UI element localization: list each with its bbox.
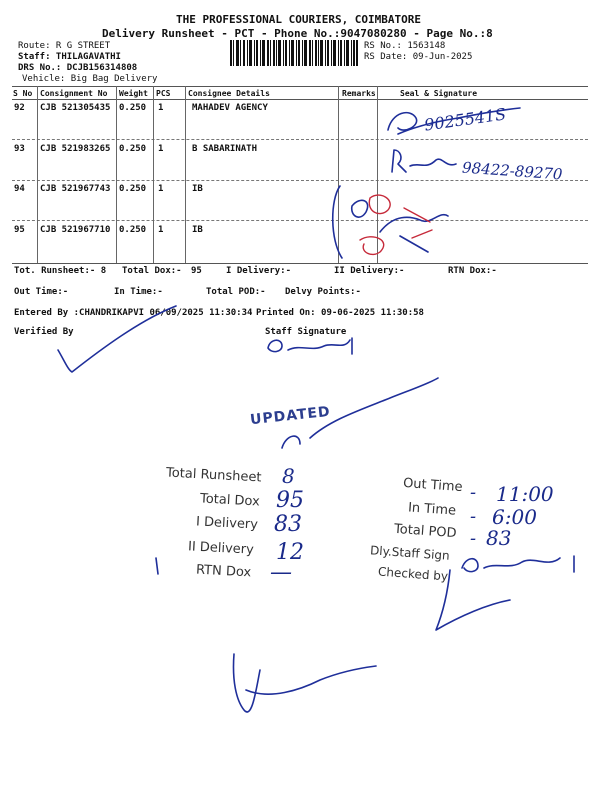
col-sno: S No <box>13 89 33 98</box>
rtn-dox-label: RTN Dox:- <box>448 266 497 276</box>
printed-on: Printed On: 09-06-2025 11:30:58 <box>256 308 424 318</box>
row-94-pcs: 1 <box>158 184 164 194</box>
staff-signature <box>268 338 352 354</box>
red-scribble-c <box>404 208 432 238</box>
row-92-weight: 0.250 <box>119 103 147 113</box>
stamp-total-runsheet-label: Total Runsheet <box>165 465 262 486</box>
stamp-total-dox-label: Total Dox <box>199 491 261 510</box>
row-93-consignee: B SABARINATH <box>192 144 258 154</box>
drs-number: DRS No.: DCJB156314808 <box>18 63 138 73</box>
route-label: Route: R G STREET <box>18 41 111 51</box>
col-seal-signature: Seal & Signature <box>400 89 478 98</box>
row-95-pcs: 1 <box>158 225 164 235</box>
small-pen-mark <box>156 558 158 574</box>
staff-label: Staff: THILAGAVATHI <box>18 52 121 62</box>
row-93-sno: 93 <box>14 144 25 154</box>
hw-dash: - <box>470 482 477 503</box>
row-92-consignee: MAHADEV AGENCY <box>192 103 268 113</box>
stamp-total-pod-label: Total POD <box>393 521 458 542</box>
stamp-out-time-label: Out Time <box>402 475 463 496</box>
total-dox-value: 95 <box>191 266 202 276</box>
col-consignment: Consignment No <box>40 89 108 98</box>
signature-row-93 <box>392 150 456 172</box>
dly-staff-signature <box>462 556 574 572</box>
col-remarks: Remarks <box>342 89 376 98</box>
row-94-consignment: CJB 521967743 <box>40 184 111 194</box>
row-93-consignment: CJB 521983265 <box>40 144 111 154</box>
vehicle-label: Vehicle: Big Bag Delivery <box>22 74 158 84</box>
stamp-rtn-dox-label: RTN Dox <box>195 562 252 581</box>
red-scribble-a <box>369 195 390 213</box>
bottom-signature <box>233 654 376 712</box>
hw-dash: - <box>470 528 477 549</box>
company-title: THE PROFESSIONAL COURIERS, COIMBATORE <box>176 13 422 26</box>
signature-row-95 <box>380 215 448 252</box>
hw-total-dox-value: 95 <box>276 488 304 513</box>
verified-by-tick <box>58 306 176 372</box>
staff-signature-label: Staff Signature <box>265 327 347 337</box>
row-92-consignment: CJB 521305435 <box>40 103 111 113</box>
red-scribble-b <box>360 237 384 255</box>
row-95-consignee: IB <box>192 225 203 235</box>
entered-by: Entered By :CHANDRIKAPVI 06/09/2025 11:30:34 <box>14 308 253 318</box>
signature-row-92 <box>388 108 520 134</box>
total-pod-label: Total POD:- <box>206 287 266 297</box>
out-time-label: Out Time:- <box>14 287 69 297</box>
row-92-pcs: 1 <box>158 103 164 113</box>
in-time-label: In Time:- <box>114 287 163 297</box>
col-consignee: Consignee Details <box>188 89 270 98</box>
hw-dash: - <box>470 506 477 527</box>
handwritten-phone-1: 9025541S <box>423 104 508 135</box>
col-pcs: PCS <box>156 89 171 98</box>
hw-i-delivery-value: 83 <box>274 512 302 537</box>
row-93-pcs: 1 <box>158 144 164 154</box>
updated-stamp: UPDATED <box>249 403 332 429</box>
row-93-weight: 0.250 <box>119 144 147 154</box>
stamp-i-delivery-label: I Delivery <box>195 514 259 533</box>
hw-total-pod-value: 83 <box>486 526 512 550</box>
stamp-checked-by-label: Checked by <box>377 564 449 584</box>
stamp-in-time-label: In Time <box>407 500 457 519</box>
signature-row-94 <box>333 186 368 258</box>
hw-total-runsheet-value: 8 <box>282 464 295 488</box>
hw-ii-delivery-value: 12 <box>276 540 304 565</box>
checked-by-stroke <box>436 570 510 630</box>
i-delivery-label: I Delivery:- <box>226 266 292 276</box>
row-92-sno: 92 <box>14 103 25 113</box>
row-95-weight: 0.250 <box>119 225 147 235</box>
row-94-consignee: IB <box>192 184 203 194</box>
col-weight: Weight <box>119 89 148 98</box>
hw-rtn-dox-value: — <box>270 560 292 585</box>
handwritten-phone-2: 98422-89270 <box>461 158 564 184</box>
tot-runsheet: Tot. Runsheet:- 8 <box>14 266 107 276</box>
row-94-weight: 0.250 <box>119 184 147 194</box>
row-95-consignment: CJB 521967710 <box>40 225 111 235</box>
rs-date: RS Date: 09-Jun-2025 <box>364 52 473 62</box>
runsheet-title: Delivery Runsheet - PCT - Phone No.:9047080280 - Page No.:8 <box>102 27 493 40</box>
verified-by-label: Verified By <box>14 327 74 337</box>
checked-signature-top <box>282 378 438 448</box>
stamp-dly-staff-sign-label: Dly.Staff Sign <box>369 543 451 563</box>
total-dox-label: Total Dox:- <box>122 266 182 276</box>
hw-out-time-value: 11:00 <box>496 482 554 506</box>
hw-in-time-value: 6:00 <box>492 505 537 529</box>
ii-delivery-label: II Delivery:- <box>334 266 405 276</box>
row-95-sno: 95 <box>14 225 25 235</box>
stamp-ii-delivery-label: II Delivery <box>187 539 255 558</box>
rs-number: RS No.: 1563148 <box>364 41 446 51</box>
delvy-points-label: Delvy Points:- <box>285 287 361 297</box>
row-94-sno: 94 <box>14 184 25 194</box>
